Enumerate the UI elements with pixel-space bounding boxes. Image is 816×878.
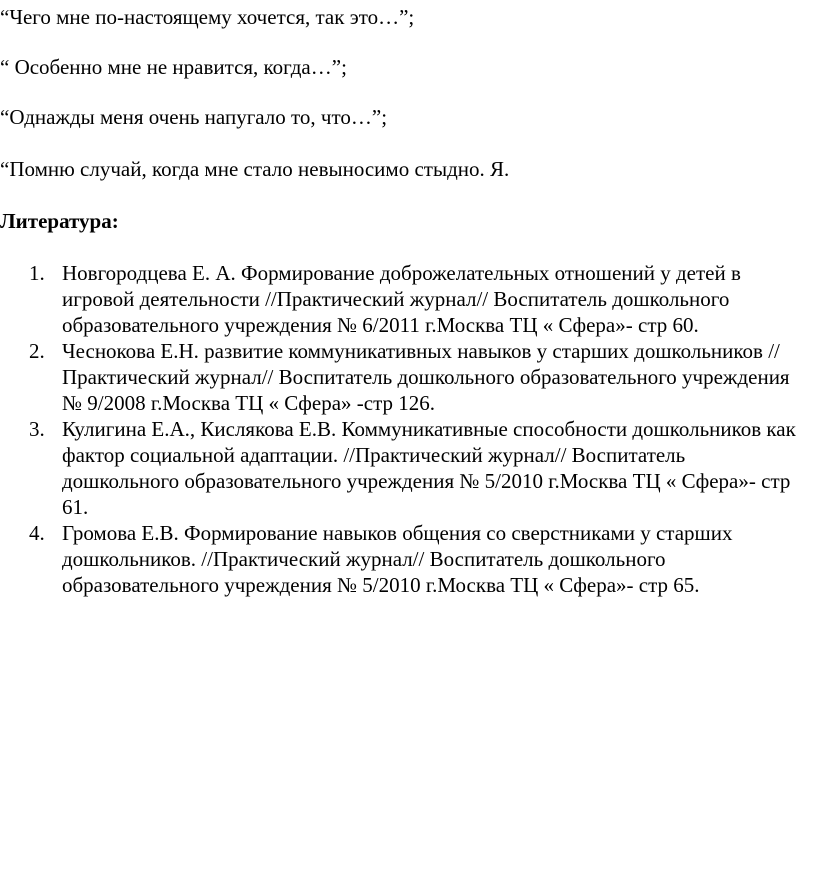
literature-item-number: 1.	[29, 261, 45, 285]
literature-list	[0, 260, 800, 598]
literature-item-number: 4.	[29, 521, 45, 545]
literature-item	[0, 416, 800, 520]
phrase-prompt-4: “Помню случай, когда мне стало невыносимо стыдно. Я.	[0, 157, 510, 181]
literature-item-text: Кулигина Е.А., Кислякова Е.В. Коммуникативные способности дошкольников как фактор социальной адаптации. //Практический журнал// Воспитатель дошкольного образовательного учреждения № 5/2010 г.Москва ТЦ « Сфера»- стр 61.	[62, 417, 796, 519]
literature-item-number: 3.	[29, 417, 45, 441]
literature-item	[0, 338, 800, 416]
literature-item	[0, 520, 800, 598]
literature-item	[0, 260, 800, 338]
literature-item-text: Громова Е.В. Формирование навыков общения со сверстниками у старших дошкольников. //Практический журнал// Воспитатель дошкольного образовательного учреждения № 5/2010 г.Москва ТЦ « Сфера»- стр 65.	[62, 521, 733, 597]
phrase-prompt-2: “ Особенно мне не нравится, когда…”;	[0, 55, 347, 79]
phrase-prompt-1: “Чего мне по-настоящему хочется, так это…”;	[0, 5, 415, 29]
literature-item-number: 2.	[29, 339, 45, 363]
literature-item-text: Новгородцева Е. А. Формирование доброжелательных отношений у детей в игровой деятельности //Практический журнал// Воспитатель дошкольного образовательного учреждения № 6/2011 г.Москва ТЦ « Сфера»- стр 60.	[62, 261, 741, 337]
phrase-prompt-3: “Однажды меня очень напугало то, что…”;	[0, 105, 388, 129]
literature-heading: Литература:	[0, 209, 119, 233]
literature-item-text: Чеснокова Е.Н. развитие коммуникативных навыков у старших дошкольников //Практический журнал// Воспитатель дошкольного образовательного учреждения № 9/2008 г.Москва ТЦ « Сфера» -стр 126.	[62, 339, 790, 415]
